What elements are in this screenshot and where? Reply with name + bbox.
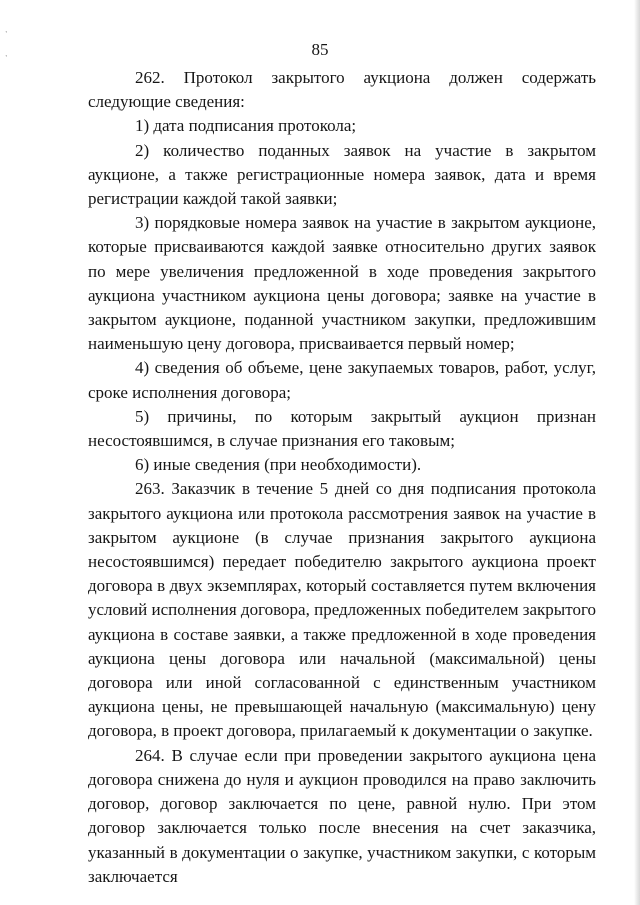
list-item-3: 3) порядковые номера заявок на участие в закрытом аукционе, которые присваиваются каждой заявке относительно других заявок по мере увеличения предложенной в ходе проведения закрытого аукциона участником аукциона цены договора; заявке на участие в закрытом аукционе, поданной участником закупки, предложившим наименьшую цену договора, присваивается первый номер;: [88, 213, 596, 354]
list-item-6: 6) иные сведения (при необходимости).: [135, 455, 422, 475]
list-item-5: 5) причины, по которым закрытый аукцион признан несостоявшимся, в случае признания его таковым;: [88, 406, 596, 451]
document-body: [88, 66, 596, 889]
scan-edge-shadow: [634, 0, 640, 905]
list-item-2: 2) количество поданных заявок на участие в закрытом аукционе, а также регистрационные номера заявок, дата и время регистрации каждой такой заявки;: [88, 140, 596, 209]
list-item-1: 1) дата подписания протокола;: [135, 116, 357, 136]
paragraph-264: 264. В случае если при проведении закрытого аукциона цена договора снижена до нуля и аукцион проводился на право заключить договор, договор заключается по цене, равной нулю. При этом договор заключается только после внесения на счет заказчика, указанный в документации о закупке, участником закупки, с которым заключается: [88, 745, 596, 886]
paragraph-263: 263. Заказчик в течение 5 дней со дня подписания протокола закрытого аукциона или протокола рассмотрения заявок на участие в закрытом аукционе (в случае признания закрытого аукциона несостоявшимся) передает победителю закрытого аукциона проект договора в двух экземплярах, который составляется путем включения условий исполнения договора, предложенных победителем закрытого аукциона в составе заявки, а также предложенной в ходе проведения аукциона цены договора или начальной (максимальной) цены договора или иной согласованной с единственным участником аукциона цены, не превышающей начальную (максимальную) цену договора, в проект договора, прилагаемый к документации о закупке.: [88, 479, 596, 741]
list-item-4: 4) сведения об объеме, цене закупаемых товаров, работ, услуг, сроке исполнения договора;: [88, 358, 596, 402]
page-number: 85: [311, 40, 329, 59]
scan-margin-marks: ˑ ˑ: [5, 28, 8, 62]
paragraph-262: 262. Протокол закрытого аукциона должен содержать следующие сведения:: [88, 68, 596, 112]
